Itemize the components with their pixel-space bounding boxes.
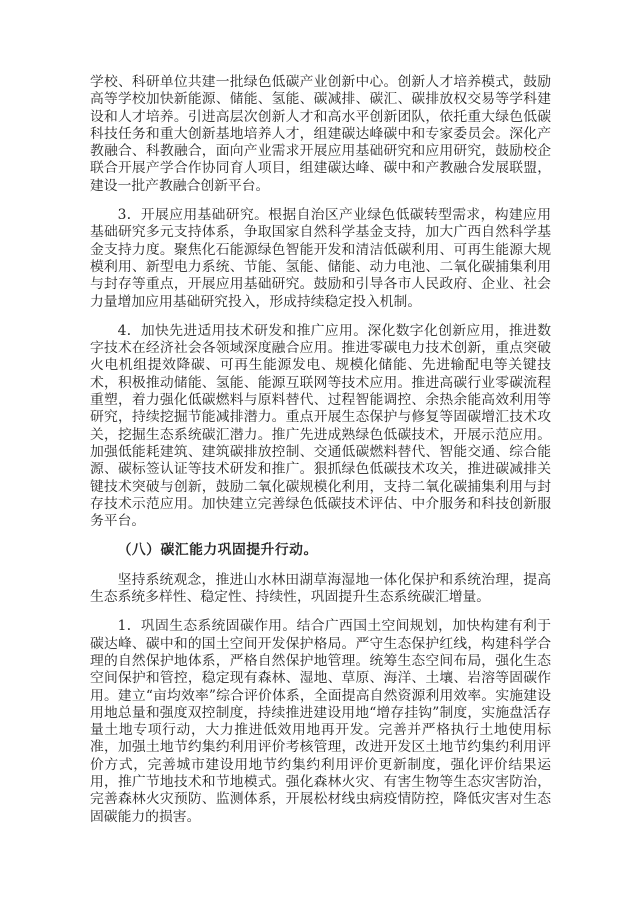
paragraph-continuation: 学校、科研单位共建一批绿色低碳产业创新中心。创新人才培养模式，鼓励高等学校加快新能源、储能、氢能、碳减排、碳汇、碳排放权交易等学科建设和人才培养。引进高层次创新人才和高水平创新团队，依托重大绿色低碳科技任务和重大创新基地培养人才，组建碳达峰碳中和专家委员会。深化产教融合、科教融合，面向产业需求开展应用基础研究和应用研究，鼓励校企联合开展产学合作协同育人项目，组建碳达峰、碳中和产教融合发展联盟，建设一批产教融合创新平台。 [90,74,551,194]
paragraph-item-1: 1．巩固生态系统固碳作用。结合广西国土空间规划，加快构建有利于碳达峰、碳中和的国土空间开发保护格局。严守生态保护红线，构建科学合理的自然保护地体系，严格自然保护地管理。统筹生态空间布局，强化生态空间保护和管控，稳定现有森林、湿地、草原、海洋、土壤、岩溶等固碳作用。建立“亩均效率”综合评价体系，全面提高自然资源利用效率。实施建设用地总量和强度双控制度，持续推进建设用地“增存挂钩”制度，实施盘活存量土地专项行动，大力推进低效用地再开发。完善并严格执行土地使用标准，加强土地节约集约利用评价考核管理，改进开发区土地节约集约利用评价方式，完善城市建设用地节约集约利用评价更新制度，强化评价结果运用，推广节地技术和节地模式。强化森林火灾、有害生物等生态灾害防治，完善森林火灾预防、监测体系，开展松材线虫病疫情防控，降低灾害对生态固碳能力的损害。 [90,618,551,825]
document-text-block [90,74,551,826]
paragraph-item-3: 3．开展应用基础研究。根据自治区产业绿色低碳转型需求，构建应用基础研究多元支持体系，争取国家自然科学基金支持，加大广西自然科学基金支持力度。聚焦化石能源绿色智能开发和清洁低碳利用、可再生能源大规模利用、新型电力系统、节能、氢能、储能、动力电池、二氧化碳捕集利用与封存等重点，开展应用基础研究。鼓励和引导各市人民政府、企业、社会力量增加应用基础研究投入，形成持续稳定投入机制。 [90,207,551,310]
paragraph-overview: 坚持系统观念，推进山水林田湖草海湿地一体化保护和系统治理，提高生态系统多样性、稳定性、持续性，巩固提升生态系统碳汇增量。 [90,571,551,606]
section-heading: （八）碳汇能力巩固提升行动。 [117,542,318,559]
paragraph-item-4: 4．加快先进适用技术研发和推广应用。深化数字化创新应用，推进数字技术在经济社会各领域深度融合应用。推进零碳电力技术创新，重点突破火电机组提效降碳、可再生能源发电、规模化储能、先进输配电等关键技术，积极推动储能、氢能、能源互联网等技术应用。推进高碳行业零碳流程重塑，着力强化低碳燃料与原料替代、过程智能调控、余热余能高效利用等研究，持续挖掘节能减排潜力。重点开展生态保护与修复等固碳增汇技术攻关，挖掘生态系统碳汇潜力。推广先进成熟绿色低碳技术，开展示范应用。加强低能耗建筑、建筑碳排放控制、交通低碳燃料替代、智能交通、综合能源、碳标签认证等技术研发和推广。狠抓绿色低碳技术攻关，推进碳减排关键技术突破与创新，鼓励二氧化碳规模化利用，支持二氧化碳捕集利用与封存技术示范应用。加快建立完善绿色低碳技术评估、中介服务和科技创新服务平台。 [90,322,551,530]
